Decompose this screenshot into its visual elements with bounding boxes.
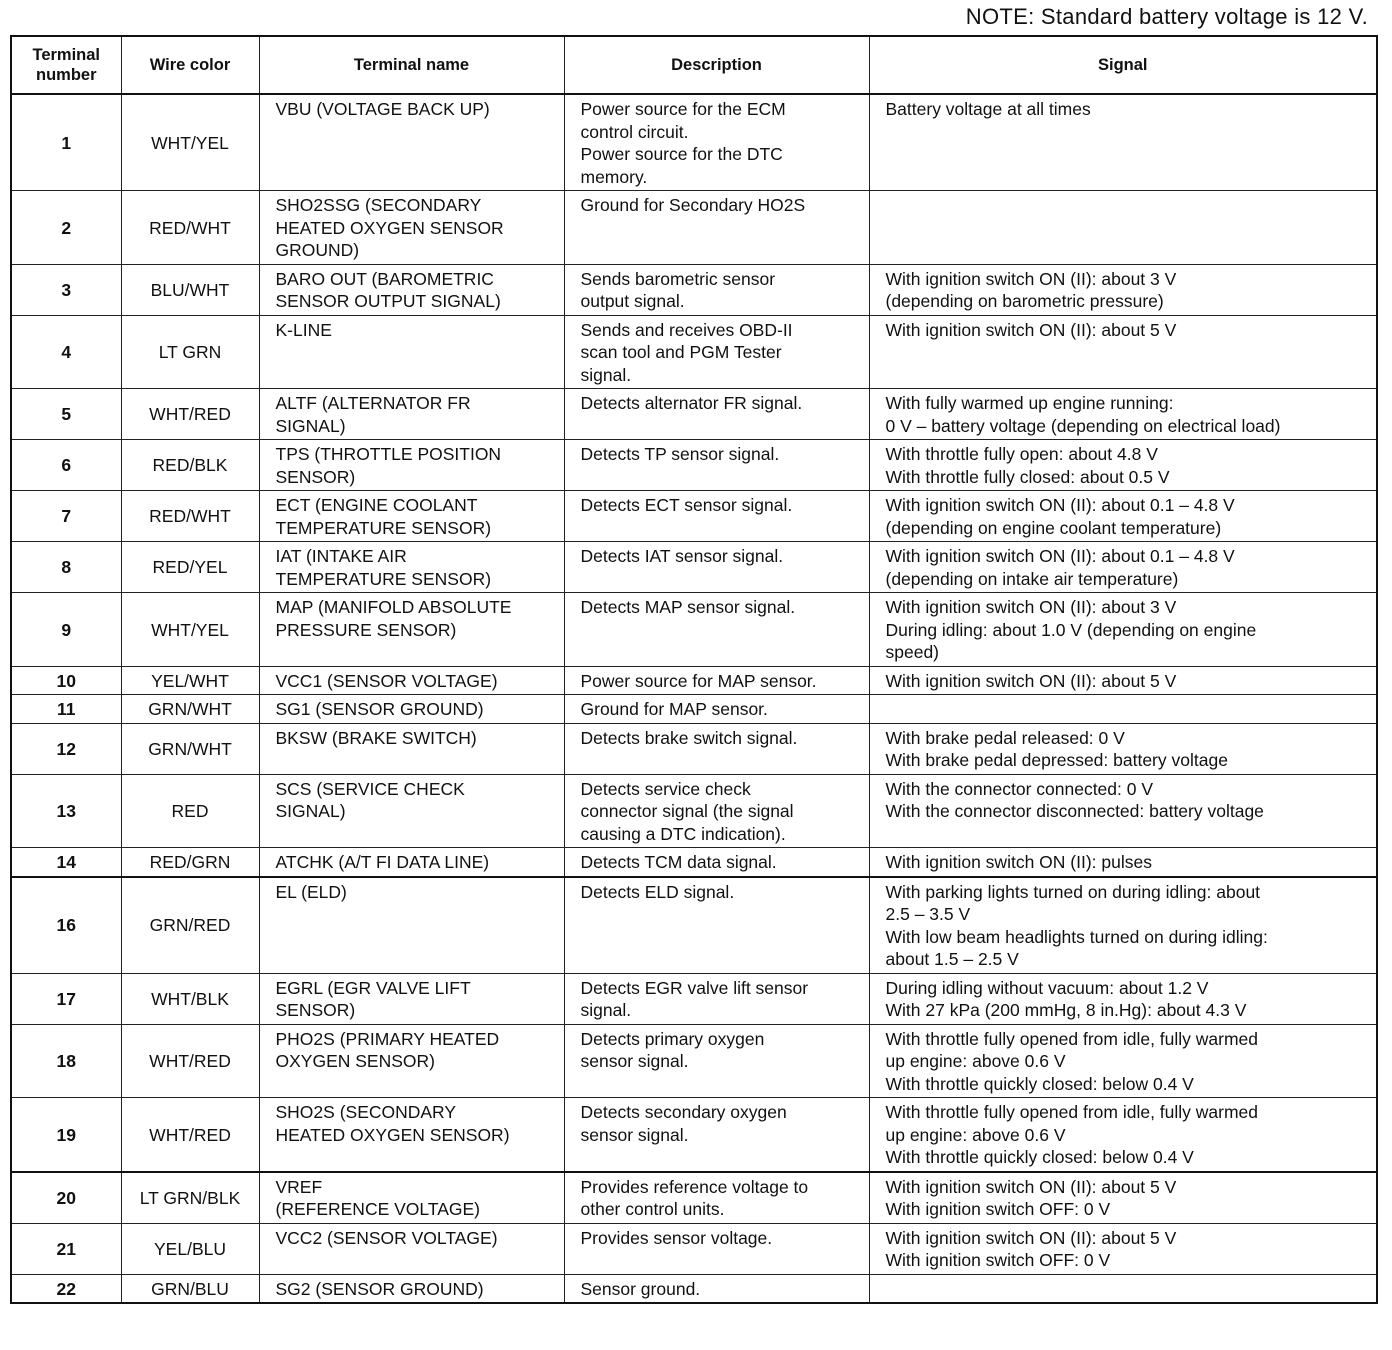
wire-color-cell: RED/WHT (121, 191, 259, 265)
terminal-name-line: GROUND) (275, 240, 360, 260)
description-cell (564, 440, 869, 491)
signal-line: With ignition switch ON (II): about 0.1 – 4.8 V (885, 495, 1235, 515)
description-cell (564, 973, 869, 1024)
description-cell (564, 1172, 869, 1224)
signal-cell (869, 264, 1377, 315)
wire-color-cell: LT GRN/BLK (121, 1172, 259, 1224)
terminal-number-cell: 13 (11, 774, 121, 848)
terminal-number-cell: 4 (11, 315, 121, 389)
terminal-name-line: TPS (THROTTLE POSITION (275, 444, 502, 464)
terminal-name-line: SHO2S (SECONDARY (275, 1102, 457, 1122)
terminal-name-line: SENSOR) (275, 466, 356, 487)
table-row (11, 774, 1377, 848)
signal-line: During idling: about 1.0 V (depending on engine (885, 619, 1257, 640)
description-cell (564, 191, 869, 265)
wire-color-cell: WHT/YEL (121, 94, 259, 191)
terminal-name-cell (259, 1172, 564, 1224)
terminal-number-cell: 14 (11, 848, 121, 877)
terminal-name-line: PHO2S (PRIMARY HEATED (275, 1028, 500, 1049)
terminal-name-cell (259, 94, 564, 191)
description-line: Ground for MAP sensor. (580, 699, 768, 719)
signal-line: With throttle quickly closed: below 0.4 V (885, 1073, 1194, 1094)
description-line: Power source for the DTC (580, 144, 783, 164)
description-line: Detects MAP sensor signal. (580, 597, 796, 617)
signal-cell (869, 973, 1377, 1024)
description-cell (564, 1098, 869, 1172)
terminal-name-line: SHO2SSG (SECONDARY (275, 195, 482, 215)
wire-color-cell: RED/GRN (121, 848, 259, 877)
description-cell (564, 877, 869, 974)
terminal-name-cell (259, 973, 564, 1024)
description-line: Detects secondary oxygen (580, 1102, 787, 1122)
signal-line: With ignition switch ON (II): about 3 V (885, 597, 1177, 617)
table-row (11, 1223, 1377, 1274)
header-wire-color: Wire color (121, 36, 259, 94)
signal-line: Battery voltage at all times (885, 99, 1091, 119)
terminal-number-cell: 10 (11, 666, 121, 695)
signal-cell (869, 593, 1377, 667)
wire-color-cell: GRN/BLU (121, 1274, 259, 1303)
signal-line: speed) (885, 642, 940, 662)
battery-voltage-note: NOTE: Standard battery voltage is 12 V. (965, 4, 1368, 29)
terminal-name-line: VREF (275, 1176, 323, 1197)
terminal-number-cell: 21 (11, 1223, 121, 1274)
signal-cell (869, 1172, 1377, 1224)
signal-line: With low beam headlights turned on during idling: (885, 926, 1268, 947)
signal-cell (869, 1098, 1377, 1172)
description-line: Detects alternator FR signal. (580, 393, 803, 413)
terminal-name-line: ATCHK (A/T FI DATA LINE) (275, 852, 490, 872)
signal-cell (869, 695, 1377, 724)
terminal-name-cell (259, 542, 564, 593)
description-line: Detects ECT sensor signal. (580, 495, 793, 515)
description-line: Power source for the ECM (580, 99, 786, 119)
table-row (11, 440, 1377, 491)
terminal-name-line: (REFERENCE VOLTAGE) (275, 1199, 481, 1219)
terminal-name-cell (259, 774, 564, 848)
terminal-name-line: VCC1 (SENSOR VOLTAGE) (275, 670, 498, 691)
terminal-name-cell (259, 1274, 564, 1303)
signal-line: With throttle fully closed: about 0.5 V (885, 466, 1170, 487)
terminal-name-cell (259, 1223, 564, 1274)
wire-color-cell: YEL/BLU (121, 1223, 259, 1274)
description-cell (564, 593, 869, 667)
terminal-name-line: PRESSURE SENSOR) (275, 619, 457, 640)
description-line: signal. (580, 1000, 632, 1020)
wire-color-cell: GRN/WHT (121, 695, 259, 724)
signal-line: With ignition switch ON (II): about 5 V (885, 1227, 1177, 1248)
terminal-name-line: EL (ELD) (275, 881, 347, 902)
terminal-name-line: TEMPERATURE SENSOR) (275, 568, 492, 589)
header-signal: Signal (869, 36, 1377, 94)
description-cell (564, 94, 869, 191)
table-row (11, 94, 1377, 191)
signal-cell (869, 389, 1377, 440)
signal-cell (869, 315, 1377, 389)
terminal-name-cell (259, 1024, 564, 1098)
terminal-name-cell (259, 315, 564, 389)
signal-line: With the connector disconnected: battery voltage (885, 801, 1264, 821)
signal-line: With parking lights turned on during idling: about (885, 881, 1261, 902)
signal-cell (869, 440, 1377, 491)
terminal-name-cell (259, 191, 564, 265)
signal-line: With the connector connected: 0 V (885, 778, 1154, 799)
description-line: connector signal (the signal (580, 801, 794, 821)
description-cell (564, 491, 869, 542)
signal-line: With ignition switch ON (II): about 3 V (885, 268, 1177, 289)
signal-line: With ignition switch ON (II): about 5 V (885, 670, 1177, 691)
description-line: other control units. (580, 1199, 725, 1219)
table-row (11, 848, 1377, 877)
terminal-name-cell (259, 723, 564, 774)
terminal-name-line: VBU (VOLTAGE BACK UP) (275, 99, 490, 119)
terminal-number-cell: 17 (11, 973, 121, 1024)
terminal-number-cell: 22 (11, 1274, 121, 1303)
description-line: Detects TP sensor signal. (580, 444, 780, 464)
table-row (11, 973, 1377, 1024)
description-line: sensor signal. (580, 1124, 689, 1145)
description-line: Detects TCM data signal. (580, 852, 777, 872)
signal-cell (869, 1274, 1377, 1303)
description-line: memory. (580, 166, 648, 187)
wire-color-cell: WHT/RED (121, 1098, 259, 1172)
signal-line: With throttle fully opened from idle, fully warmed (885, 1028, 1259, 1049)
terminal-name-line: SENSOR OUTPUT SIGNAL) (275, 291, 501, 311)
terminal-name-line: IAT (INTAKE AIR (275, 546, 407, 566)
signal-line: (depending on engine coolant temperature) (885, 517, 1222, 538)
description-cell (564, 315, 869, 389)
signal-line: With 27 kPa (200 mmHg, 8 in.Hg): about 4.3 V (885, 1000, 1247, 1020)
signal-cell (869, 94, 1377, 191)
signal-line: up engine: above 0.6 V (885, 1124, 1066, 1145)
signal-line: With ignition switch ON (II): about 5 V (885, 319, 1177, 340)
signal-line: With throttle quickly closed: below 0.4 V (885, 1147, 1194, 1167)
description-cell (564, 1223, 869, 1274)
description-line: signal. (580, 364, 632, 385)
terminal-number-cell: 12 (11, 723, 121, 774)
terminal-name-line: BKSW (BRAKE SWITCH) (275, 727, 477, 748)
signal-cell (869, 848, 1377, 877)
terminal-name-line: TEMPERATURE SENSOR) (275, 517, 492, 538)
description-line: Provides sensor voltage. (580, 1227, 773, 1248)
description-cell (564, 695, 869, 724)
signal-cell (869, 877, 1377, 974)
terminal-name-line: SCS (SERVICE CHECK (275, 778, 465, 799)
wire-color-cell: YEL/WHT (121, 666, 259, 695)
wire-color-cell: BLU/WHT (121, 264, 259, 315)
signal-line: With brake pedal released: 0 V (885, 727, 1125, 748)
wire-color-cell: RED/YEL (121, 542, 259, 593)
terminal-name-line: SIGNAL) (275, 415, 346, 436)
wire-color-cell: WHT/RED (121, 389, 259, 440)
terminal-number-cell: 19 (11, 1098, 121, 1172)
terminal-number-cell: 18 (11, 1024, 121, 1098)
description-line: Detects IAT sensor signal. (580, 546, 784, 566)
terminal-name-cell (259, 593, 564, 667)
terminal-number-cell: 16 (11, 877, 121, 974)
terminal-name-line: SENSOR) (275, 1000, 356, 1020)
description-cell (564, 848, 869, 877)
terminal-name-line: MAP (MANIFOLD ABSOLUTE (275, 597, 512, 617)
description-cell (564, 1024, 869, 1098)
wire-color-cell: WHT/BLK (121, 973, 259, 1024)
terminal-name-cell (259, 491, 564, 542)
terminal-name-line: ALTF (ALTERNATOR FR (275, 393, 471, 413)
terminal-name-line: SIGNAL) (275, 801, 346, 821)
wire-color-cell: RED/WHT (121, 491, 259, 542)
signal-line: about 1.5 – 2.5 V (885, 949, 1019, 969)
signal-cell (869, 666, 1377, 695)
signal-line: With ignition switch OFF: 0 V (885, 1199, 1111, 1219)
signal-cell (869, 723, 1377, 774)
description-cell (564, 774, 869, 848)
terminal-number-cell: 2 (11, 191, 121, 265)
description-cell (564, 1274, 869, 1303)
table-row (11, 1024, 1377, 1098)
description-line: scan tool and PGM Tester (580, 342, 782, 362)
description-line: Sensor ground. (580, 1278, 701, 1299)
table-row (11, 723, 1377, 774)
description-line: control circuit. (580, 121, 689, 142)
description-line: causing a DTC indication). (580, 823, 786, 844)
description-cell (564, 723, 869, 774)
description-line: Detects service check (580, 778, 751, 799)
signal-line: With throttle fully open: about 4.8 V (885, 444, 1158, 464)
description-line: Detects primary oxygen (580, 1028, 765, 1049)
signal-line: up engine: above 0.6 V (885, 1051, 1066, 1071)
description-line: Provides reference voltage to (580, 1176, 809, 1197)
table-row (11, 1098, 1377, 1172)
signal-cell (869, 542, 1377, 593)
terminal-number-cell: 5 (11, 389, 121, 440)
signal-line: With ignition switch ON (II): about 5 V (885, 1176, 1177, 1197)
description-line: Detects ELD signal. (580, 881, 735, 902)
signal-cell (869, 491, 1377, 542)
terminal-name-line: K-LINE (275, 319, 332, 340)
description-cell (564, 389, 869, 440)
description-cell (564, 666, 869, 695)
wire-color-cell: LT GRN (121, 315, 259, 389)
signal-line: 2.5 – 3.5 V (885, 904, 971, 924)
wire-color-cell: GRN/RED (121, 877, 259, 974)
terminal-name-line: BARO OUT (BAROMETRIC (275, 268, 494, 289)
wire-color-cell: RED/BLK (121, 440, 259, 491)
description-cell (564, 264, 869, 315)
header-terminal-name: Terminal name (259, 36, 564, 94)
description-line: Detects EGR valve lift sensor (580, 977, 809, 998)
terminal-name-line: ECT (ENGINE COOLANT (275, 495, 478, 515)
ecm-terminal-table (10, 35, 1378, 1304)
terminal-name-line: HEATED OXYGEN SENSOR) (275, 1124, 510, 1145)
table-row (11, 491, 1377, 542)
signal-line: With brake pedal depressed: battery voltage (885, 750, 1228, 770)
terminal-name-cell (259, 695, 564, 724)
signal-cell (869, 774, 1377, 848)
signal-line: With ignition switch ON (II): pulses (885, 852, 1152, 872)
signal-cell (869, 1223, 1377, 1274)
terminal-number-cell: 11 (11, 695, 121, 724)
terminal-name-line: HEATED OXYGEN SENSOR (275, 217, 504, 238)
table-row (11, 1172, 1377, 1224)
table-row (11, 264, 1377, 315)
wire-color-cell: WHT/RED (121, 1024, 259, 1098)
description-line: Ground for Secondary HO2S (580, 195, 806, 215)
signal-line: 0 V – battery voltage (depending on electrical load) (885, 415, 1281, 436)
wire-color-cell: RED (121, 774, 259, 848)
description-line: Detects brake switch signal. (580, 727, 798, 748)
signal-cell (869, 191, 1377, 265)
terminal-name-line: SG2 (SENSOR GROUND) (275, 1278, 484, 1299)
description-line: Sends barometric sensor (580, 268, 776, 289)
terminal-number-cell: 3 (11, 264, 121, 315)
wire-color-cell: GRN/WHT (121, 723, 259, 774)
signal-line: During idling without vacuum: about 1.2 V (885, 977, 1209, 998)
terminal-name-cell (259, 264, 564, 315)
signal-cell (869, 1024, 1377, 1098)
signal-line: With throttle fully opened from idle, fully warmed (885, 1102, 1259, 1122)
description-line: output signal. (580, 291, 685, 311)
description-line: sensor signal. (580, 1051, 689, 1071)
signal-line: (depending on barometric pressure) (885, 291, 1164, 311)
terminal-number-cell: 7 (11, 491, 121, 542)
terminal-name-cell (259, 848, 564, 877)
table-row (11, 666, 1377, 695)
terminal-name-line: VCC2 (SENSOR VOLTAGE) (275, 1227, 498, 1248)
signal-line: (depending on intake air temperature) (885, 568, 1179, 589)
terminal-number-cell: 20 (11, 1172, 121, 1224)
terminal-name-cell (259, 440, 564, 491)
description-line: Power source for MAP sensor. (580, 670, 817, 691)
terminal-name-line: OXYGEN SENSOR) (275, 1051, 435, 1071)
terminal-name-line: SG1 (SENSOR GROUND) (275, 699, 484, 719)
table-row (11, 315, 1377, 389)
table-row (11, 877, 1377, 974)
terminal-number-cell: 6 (11, 440, 121, 491)
terminal-name-cell (259, 1098, 564, 1172)
table-row (11, 542, 1377, 593)
terminal-number-cell: 9 (11, 593, 121, 667)
signal-line: With fully warmed up engine running: (885, 393, 1174, 413)
terminal-name-cell (259, 877, 564, 974)
table-row (11, 1274, 1377, 1303)
description-cell (564, 542, 869, 593)
terminal-number-cell: 1 (11, 94, 121, 191)
terminal-number-cell: 8 (11, 542, 121, 593)
table-header-row (11, 36, 1377, 94)
table-row (11, 593, 1377, 667)
description-line: Sends and receives OBD-II (580, 319, 793, 340)
signal-line: With ignition switch OFF: 0 V (885, 1250, 1111, 1270)
terminal-name-line: EGRL (EGR VALVE LIFT (275, 977, 471, 998)
terminal-name-cell (259, 666, 564, 695)
wire-color-cell: WHT/YEL (121, 593, 259, 667)
table-row (11, 389, 1377, 440)
header-description: Description (564, 36, 869, 94)
signal-line: With ignition switch ON (II): about 0.1 – 4.8 V (885, 546, 1235, 566)
table-row (11, 695, 1377, 724)
header-terminal-number: Terminal number (11, 36, 121, 94)
table-row (11, 191, 1377, 265)
terminal-name-cell (259, 389, 564, 440)
table-body (11, 94, 1377, 1303)
